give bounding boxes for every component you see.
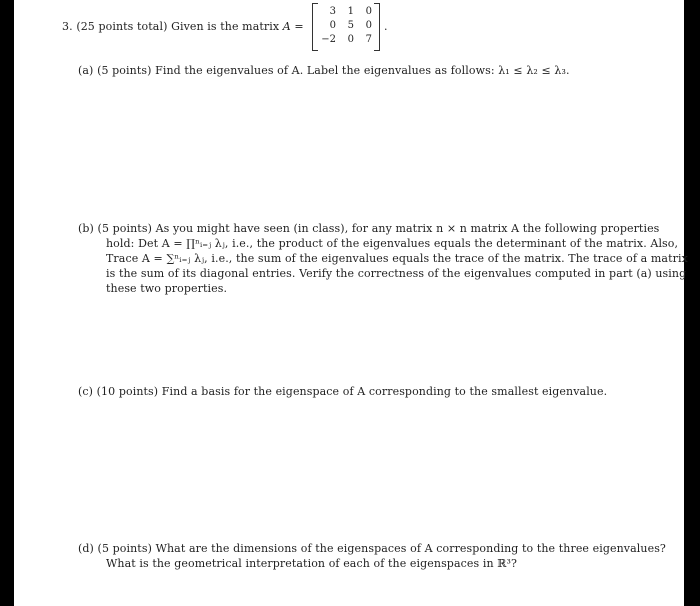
problem-intro: Given is the matrix bbox=[171, 20, 280, 33]
matrix-right-bracket bbox=[374, 3, 380, 51]
part-d bbox=[78, 542, 666, 557]
part-c-text: Find a basis for the eigenspace of A corresponding to the smallest eigenvalue. bbox=[161, 385, 608, 398]
part-b-label: (b) bbox=[78, 222, 94, 235]
part-b-line: As you might have seen (in class), for any matrix n × n matrix A the following properties bbox=[155, 222, 660, 235]
matrix-row-3 bbox=[320, 34, 372, 46]
part-d-line: What are the dimensions of the eigenspaces of A corresponding to the three eigenvalues? bbox=[155, 542, 666, 555]
part-b-line: these two properties. bbox=[106, 282, 228, 295]
part-c-points: (10 points) bbox=[96, 385, 159, 398]
document-page bbox=[14, 0, 688, 606]
problem-points: (25 points total) bbox=[76, 20, 168, 33]
matrix-row-2 bbox=[320, 20, 372, 32]
matrix-cell: 0 bbox=[347, 34, 354, 45]
part-a-label: (a) bbox=[78, 64, 94, 77]
matrix-cell: 3 bbox=[329, 6, 336, 17]
problem-header bbox=[62, 20, 304, 34]
part-a bbox=[78, 64, 570, 79]
matrix-cell: 1 bbox=[347, 6, 354, 17]
part-d-line: What is the geometrical interpretation of each of the eigenspaces in ℝ³? bbox=[106, 557, 517, 570]
matrix-cell: 7 bbox=[365, 34, 372, 45]
part-c bbox=[78, 385, 607, 400]
matrix-symbol: A = bbox=[282, 20, 304, 33]
part-d-label: (d) bbox=[78, 542, 94, 555]
part-a-points: (5 points) bbox=[97, 64, 152, 77]
part-b bbox=[78, 222, 659, 237]
part-c-label: (c) bbox=[78, 385, 94, 398]
part-b-points: (5 points) bbox=[97, 222, 152, 235]
part-b-line: hold: Det A = ∏ⁿᵢ₌ⱼ λⱼ, i.e., the product of the eigenvalues equals the determinant of the matrix. Also, bbox=[106, 237, 679, 250]
matrix-cell: 0 bbox=[329, 20, 336, 31]
part-a-text: Find the eigenvalues of A. Label the eigenvalues as follows: λ₁ ≤ λ₂ ≤ λ₃. bbox=[155, 64, 570, 77]
matrix-cell: 0 bbox=[365, 20, 372, 31]
part-b-line: is the sum of its diagonal entries. Verify the correctness of the eigenvalues computed in part (a) using bbox=[106, 267, 687, 280]
matrix-row-1 bbox=[320, 6, 372, 18]
matrix-end-punct: . bbox=[384, 20, 388, 33]
part-b-line: Trace A = ∑ⁿᵢ₌ⱼ λⱼ, i.e., the sum of the eigenvalues equals the trace of the matrix. The trace of a matrix bbox=[106, 252, 688, 265]
matrix-cell: 0 bbox=[365, 6, 372, 17]
part-d-points: (5 points) bbox=[97, 542, 152, 555]
matrix-cell: −2 bbox=[321, 34, 336, 45]
matrix-left-bracket bbox=[312, 3, 318, 51]
problem-number: 3. bbox=[62, 20, 73, 33]
matrix-cell: 5 bbox=[347, 20, 354, 31]
matrix-a bbox=[312, 3, 380, 49]
